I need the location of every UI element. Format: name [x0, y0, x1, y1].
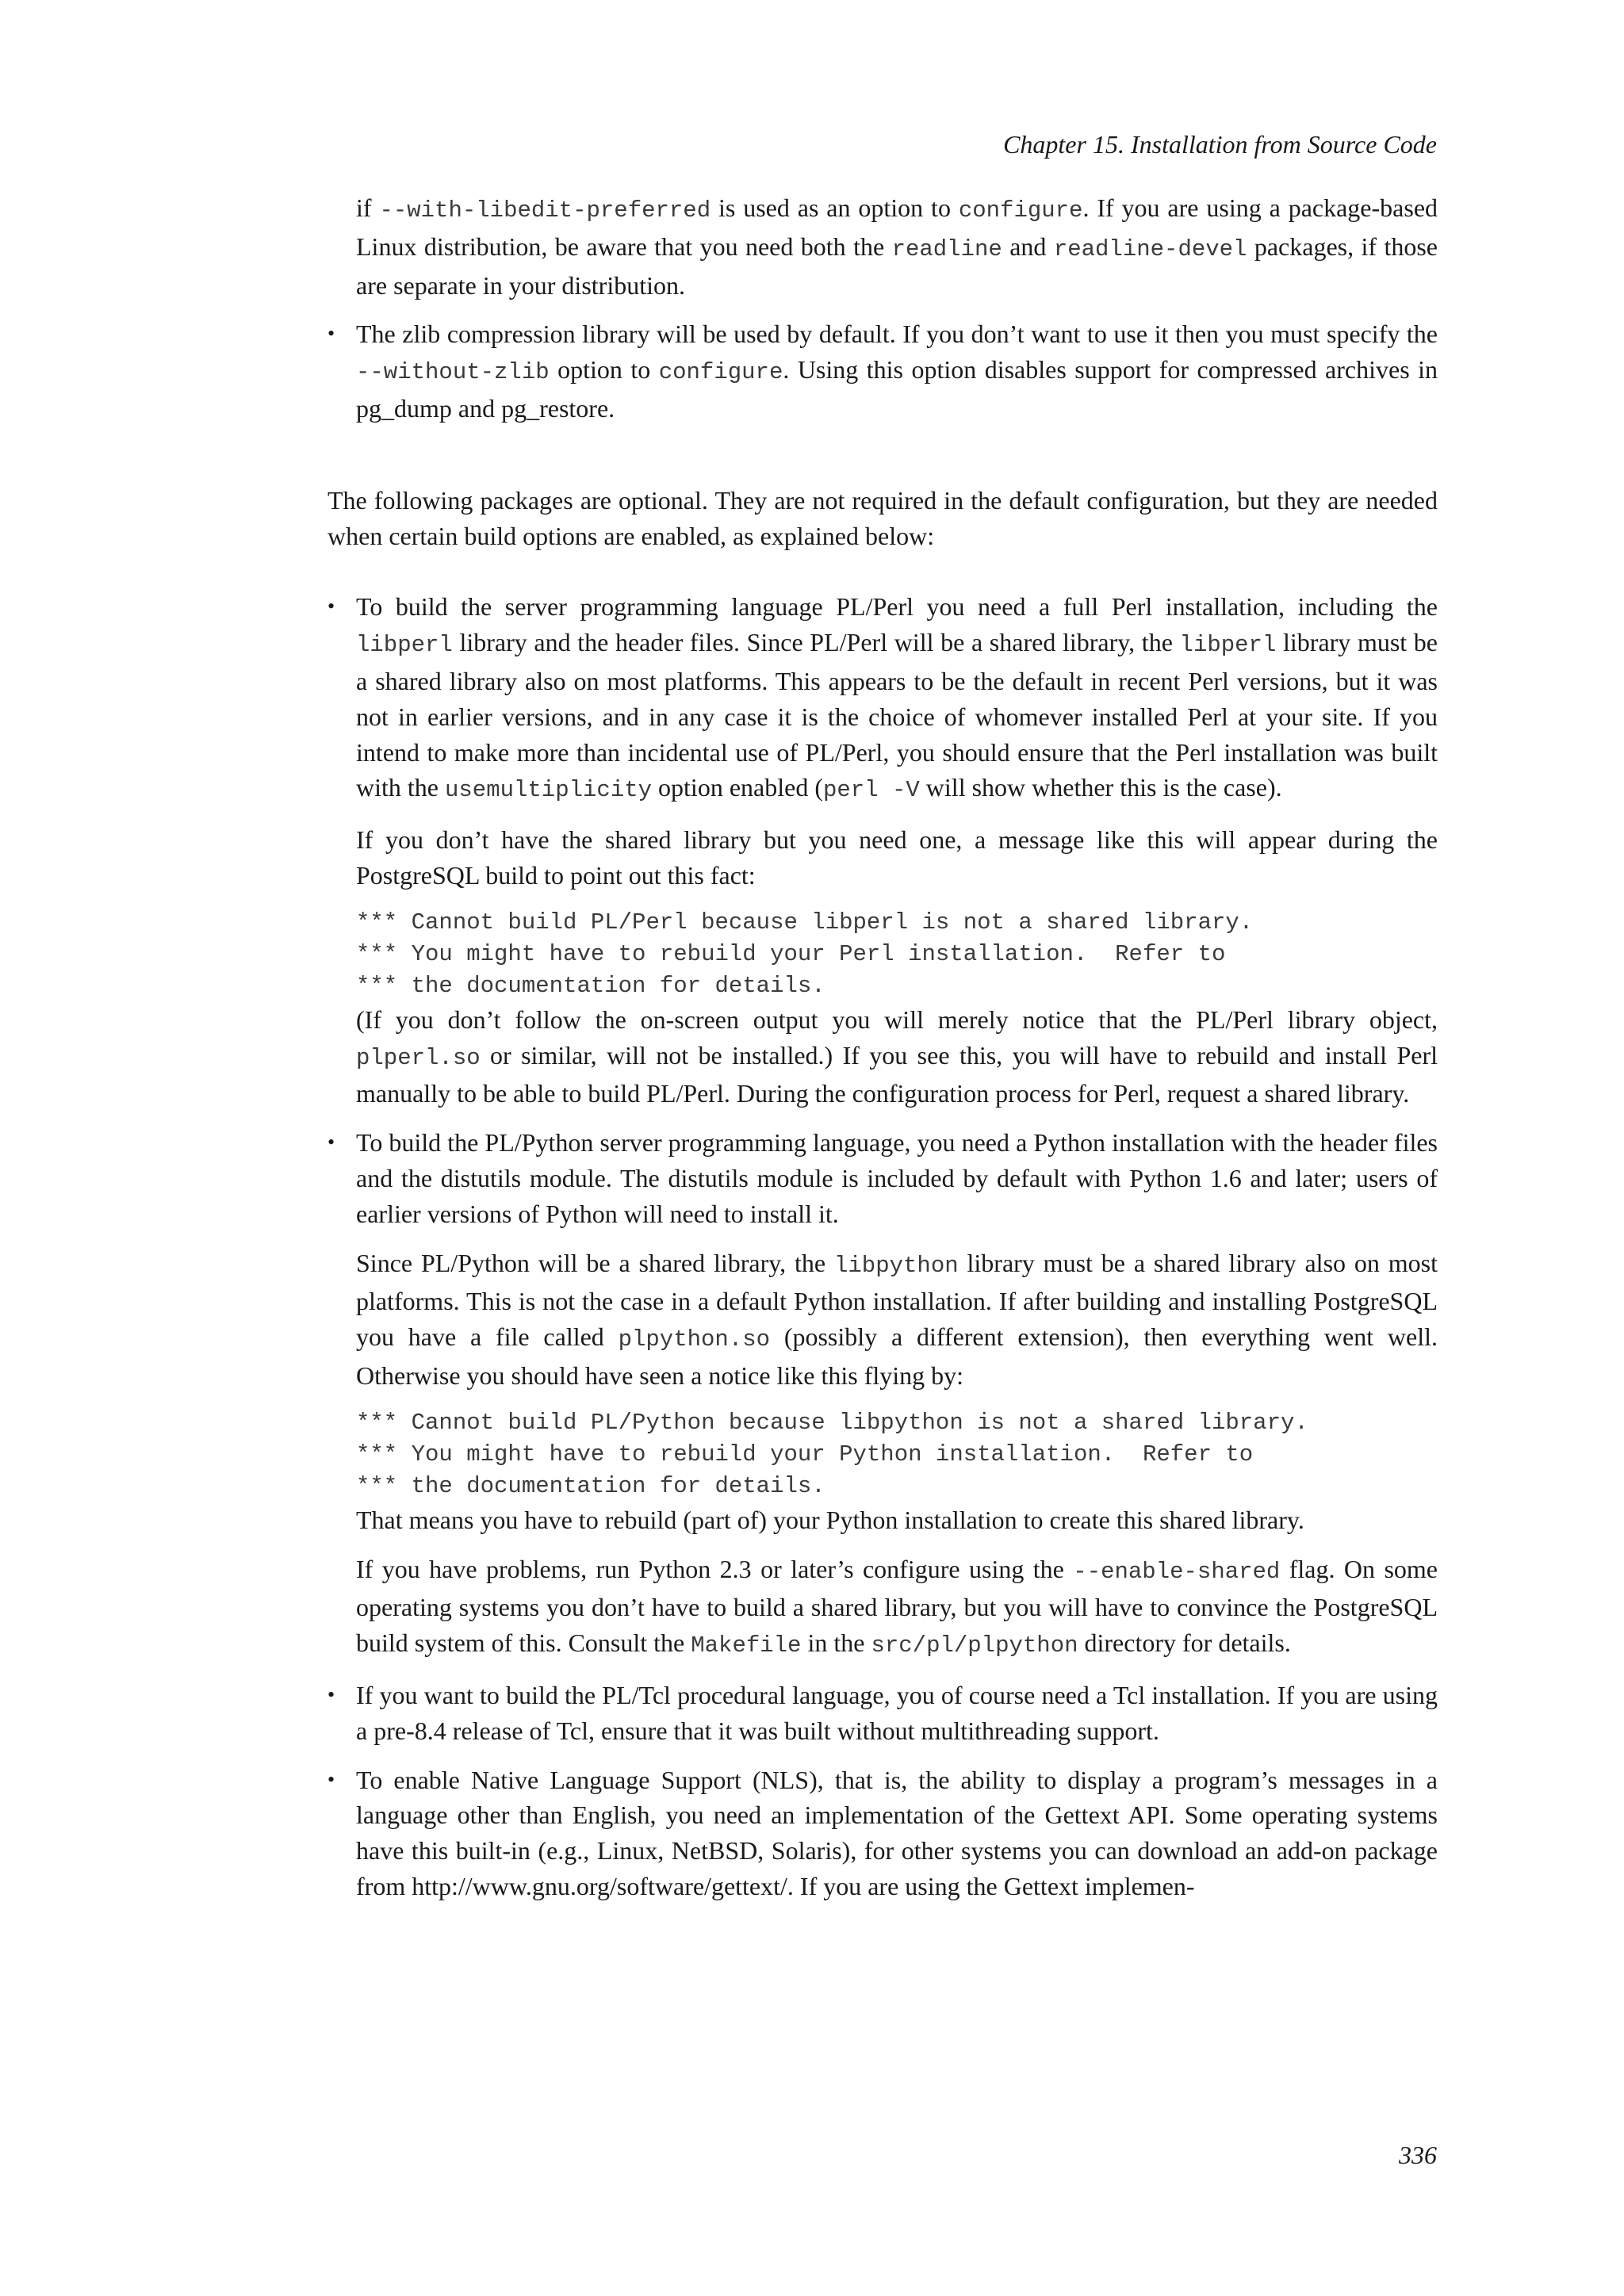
plpython-para-1: • To build the PL/Python server programming language, you need a Python installation with the header files and the distutils module. The distutils module is included by default with Python 1.6 and later; users of earlier versions of Python will need to install it. [356, 1128, 1438, 1228]
plperl-para-1: • To build the server programming language PL/Perl you need a full Perl installation, including the libperl library and the header files. Since PL/Perl will be a shared library, the libperl library must be a shared library also on most platforms. This appears to be the default in recent Perl versions, but it was not in earlier versions, and in any case it is the choice of whomever installed Perl at your site. If you intend to make more than incidental use of PL/Perl, you should ensure that the Perl installation was built with the usemultiplicity option enabled (perl -V will show whether this is the case). [356, 592, 1438, 804]
plpython-para-3: That means you have to rebuild (part of) your Python installation to create this shared library. [356, 1505, 1304, 1534]
plpython-para-2: Since PL/Python will be a shared library, the libpython library must be a shared library also on most platforms. This is not the case in a default Python installation. If after building and installing PostgreSQL you have a file called plpython.so (possibly a different extension), then everything went well. Otherwise you should have seen a notice like this flying by: [356, 1248, 1438, 1390]
list-item-nls: • To enable Native Language Support (NLS), that is, the ability to display a program’s messages in a language other than English, you need an implementation of the Gettext API. Some operating systems have this built-in (e.g., Linux, NetBSD, Solaris), for other systems you can download an add-on package from http://www.gnu.org/software/gettext/. If you are using the Gettext implemen- [327, 1762, 1438, 1904]
list-item-plpython [327, 1125, 1438, 1394]
list-item-plperl [327, 589, 1438, 893]
plperl-screen-output: *** Cannot build PL/Perl because libperl is not a shared library. *** You might have to rebuild your Perl installation. Refer to *** the documentation for details. [356, 909, 1254, 999]
plperl-para-2: If you don’t have the shared library but you need one, a message like this will appear during the PostgreSQL build to point out this fact: [356, 825, 1438, 890]
list-item-pltcl: • If you want to build the PL/Tcl procedural language, you of course need a Tcl installation. If you are using a pre-8.4 release of Tcl, ensure that it was built without multithreading support. [327, 1678, 1438, 1749]
readline-continuation: if --with-libedit-preferred is used as an option to configure. If you are using a package-based Linux distribution, be aware that you need both the readline and readline-devel packages, if those are separate in your distribution. [356, 193, 1438, 300]
optional-packages-intro: The following packages are optional. They are not required in the default configuration, but they are needed when certain build options are enabled, as explained below: [327, 485, 1438, 550]
page-body [327, 190, 1438, 1918]
list-item-zlib: • The zlib compression library will be used by default. If you don’t want to use it then you must specify the --without-zlib option to configure. Using this option disables support for compressed archives in pg_dump and pg_restore. [327, 316, 1438, 426]
plpython-screen-output: *** Cannot build PL/Python because libpython is not a shared library. *** You might have to rebuild your Python installation. Refer to *** the documentation for details. [356, 1409, 1308, 1499]
page-number: 336 [1399, 2141, 1437, 2169]
plpython-para-4: If you have problems, run Python 2.3 or later’s configure using the --enable-shared flag. On some operating systems you don’t have to build a shared library, but you will have to convince the PostgreSQL build system of this. Consult the Makefile in the src/pl/plpython directory for details. [356, 1554, 1438, 1659]
running-header: Chapter 15. Installation from Source Code [1003, 130, 1437, 159]
plperl-para-3: (If you don’t follow the on-screen output you will merely notice that the PL/Perl library object, plperl.so or similar, will not be installed.) If you see this, you will have to rebuild and install Perl manually to be able to build PL/Perl. During the configuration process for Perl, request a shared library. [356, 1004, 1438, 1108]
